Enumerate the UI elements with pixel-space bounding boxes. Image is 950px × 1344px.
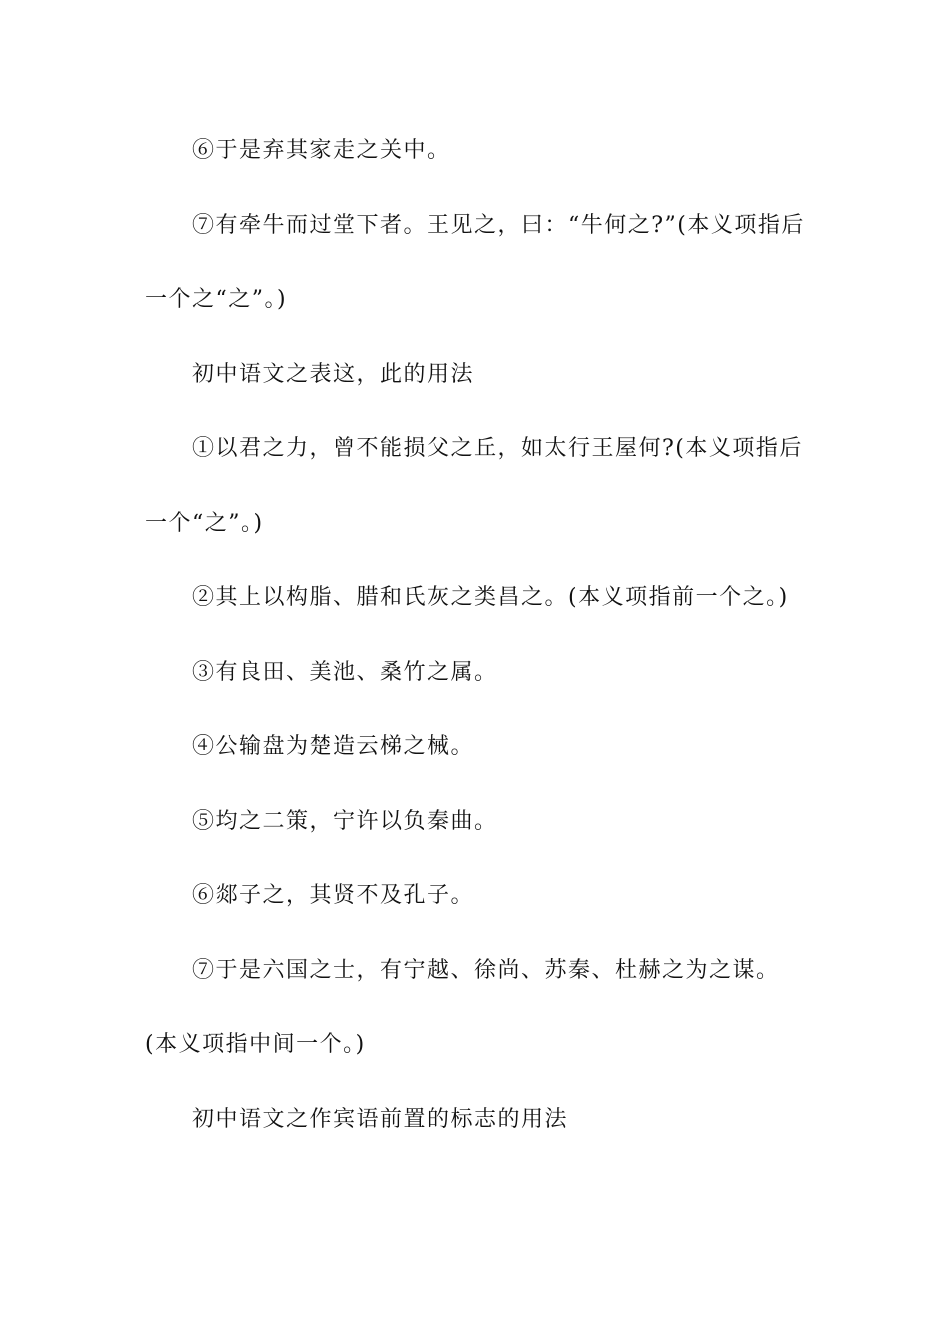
paragraph-example-5: ⑤均之二策，宁许以负秦曲。 (192, 808, 498, 834)
paragraph-example-4: ④公输盘为楚造云梯之械。 (192, 734, 475, 759)
paragraph-example-7b: ⑦于是六国之士，有宁越、徐尚、苏秦、杜赫之为之谋。(本义项指中间一个。) (145, 957, 780, 1057)
paragraph-example-2: ②其上以构脂、腊和氏灰之类昌之。(本义项指前一个之。) (192, 585, 789, 610)
paragraph-example-7: ⑦有牵牛而过堂下者。王见之，曰：“牛何之?”(本义项指后一个之“之”。) (145, 212, 805, 312)
section-heading-object-preposing: 初中语文之作宾语前置的标志的用法 (192, 1106, 569, 1132)
paragraph-example-3: ③有良田、美池、桑竹之属。 (192, 659, 498, 685)
paragraph-example-1: ①以君之力，曾不能损父之丘，如太行王屋何?(本义项指后一个“之”。) (145, 436, 803, 536)
section-heading-this-usage: 初中语文之表这，此的用法 (192, 361, 475, 387)
document-body (145, 114, 805, 1157)
paragraph-example-6: ⑥于是弃其家走之关中。 (192, 138, 451, 163)
paragraph-example-6b: ⑥郯子之，其贤不及孔子。 (192, 883, 475, 908)
